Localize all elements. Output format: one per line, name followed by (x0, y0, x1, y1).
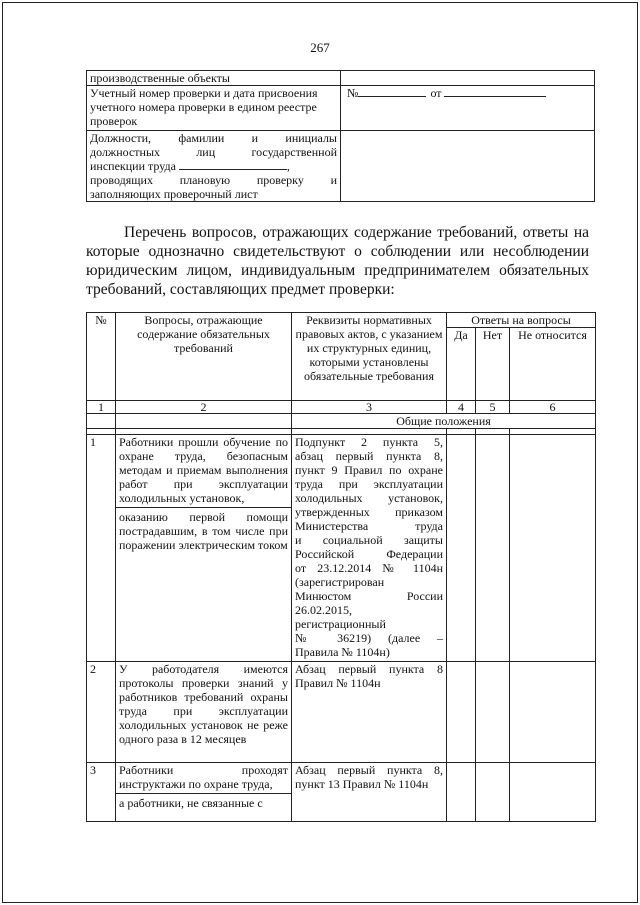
row-number: 2 (87, 662, 116, 763)
section-title: Общие положения (292, 414, 596, 429)
header-yes: Да (447, 328, 476, 401)
header-requisites: Реквизиты нормативных правовых актов, с указанием их структурных единиц, которыми установлены обязательные требования (292, 313, 447, 401)
table-row (87, 435, 596, 662)
officials-line: Должности, фамилии и инициалы (90, 131, 337, 145)
row-question (116, 763, 292, 822)
row-number: 1 (87, 435, 116, 662)
table-row (87, 763, 596, 822)
officials-label (87, 131, 341, 202)
requisite-line: абзац первый пункта 8, (295, 449, 443, 463)
registration-number-label: Учетный номер проверки и дата присвоения учетного номера проверки в едином реестре проверок (87, 86, 341, 131)
officials-line: инспекции труда , (90, 159, 290, 173)
header-not-applicable: Не относится (510, 328, 596, 401)
column-number: 3 (292, 401, 447, 414)
requisite-line: № 36219) (далее – (295, 631, 443, 645)
column-number: 6 (510, 401, 596, 414)
requisite-line: труда при эксплуатации (295, 477, 443, 491)
header-answers: Ответы на вопросы (447, 313, 596, 328)
from-label: от (430, 86, 442, 100)
row-question (116, 435, 292, 662)
row-question: У работодателя имеются протоколы проверки знаний у работников требований охраны труда при эксплуатации холодильных установок не реже одного раза в 12 месяцев (116, 662, 292, 763)
table-row (87, 662, 596, 763)
column-number: 1 (87, 401, 116, 414)
date-blank (444, 86, 546, 97)
requisite-line: Правила № 1104н) (295, 645, 390, 659)
header-questions: Вопросы, отражающие содержание обязательных требований (116, 313, 292, 401)
registration-number-value (341, 86, 595, 131)
answer-not-applicable-cell[interactable] (510, 435, 596, 662)
header-no: № (87, 313, 116, 401)
intro-paragraph: Перечень вопросов, отражающих содержание требований, ответы на которые однозначно свидетельствуют о соблюдении или несоблюдении юридическим лицом, индивидуальным предпринимателем обязательных требований, составляющих предмет проверки: (86, 224, 589, 298)
question-part: Работники прошли обучение по охране труда, безопасным методам и приемам выполнения работ при эксплуатации холодильных установок, (119, 435, 288, 505)
info-row-registration (87, 86, 595, 131)
production-objects-value (341, 71, 595, 86)
question-part: оказанию первой помощи пострадавшим, в том числе при поражении электрическим током (116, 507, 291, 552)
answer-no-cell[interactable] (476, 763, 510, 822)
requisite-line: и социальной защиты (295, 533, 443, 547)
info-row-officials (87, 131, 595, 202)
column-number: 2 (116, 401, 292, 414)
row-requisite: Абзац первый пункта 8, пункт 13 Правил № 1104н (292, 763, 447, 822)
requisite-line: регистрационный (295, 617, 386, 631)
requisite-line: Подпункт 2 пункта 5, (295, 435, 443, 449)
question-part: Работники проходят инструктажи по охране труда, (119, 763, 288, 791)
requisite-line: холодильных установок, (295, 491, 443, 505)
row-requisite (292, 435, 447, 662)
requisite-line: от 23.12.2014 № 1104н (295, 561, 443, 575)
requisite-line: Министерства труда (295, 519, 443, 533)
answer-yes-cell[interactable] (447, 763, 476, 822)
inspection-info-table (86, 70, 595, 202)
column-numbers-row (87, 401, 596, 414)
answer-yes-cell[interactable] (447, 435, 476, 662)
row-requisite: Абзац первый пункта 8 Правил № 1104н (292, 662, 447, 763)
column-number: 4 (447, 401, 476, 414)
number-blank (358, 86, 426, 97)
production-objects-label: производственные объекты (87, 71, 341, 86)
header-row (87, 313, 596, 328)
number-sign: № (347, 86, 359, 100)
answer-not-applicable-cell[interactable] (510, 763, 596, 822)
officials-line: должностных лиц государственной (90, 145, 337, 159)
requisite-line: пункт 9 Правил по охране (295, 463, 443, 477)
info-row-objects (87, 71, 595, 86)
answer-no-cell[interactable] (476, 662, 510, 763)
page-number: 267 (310, 40, 330, 55)
column-number: 5 (476, 401, 510, 414)
answer-no-cell[interactable] (476, 435, 510, 662)
officials-value (341, 131, 595, 202)
requisite-line: утвержденных приказом (295, 505, 443, 519)
officials-line: заполняющих проверочный лист (90, 187, 258, 201)
section-row (87, 414, 596, 429)
question-part: а работники, не связанные с (116, 793, 291, 810)
requisite-line: 26.02.2015, (295, 603, 352, 617)
header-no-answer: Нет (476, 328, 510, 401)
answer-yes-cell[interactable] (447, 662, 476, 763)
requisite-line: Российской Федерации (295, 547, 443, 561)
answer-not-applicable-cell[interactable] (510, 662, 596, 763)
officials-line: проводящих плановую проверку и (90, 173, 337, 187)
row-number: 3 (87, 763, 116, 822)
requisite-line: Минюстом России (295, 589, 443, 603)
checklist-table (86, 312, 596, 822)
requisite-line: (зарегистрирован (295, 575, 385, 589)
